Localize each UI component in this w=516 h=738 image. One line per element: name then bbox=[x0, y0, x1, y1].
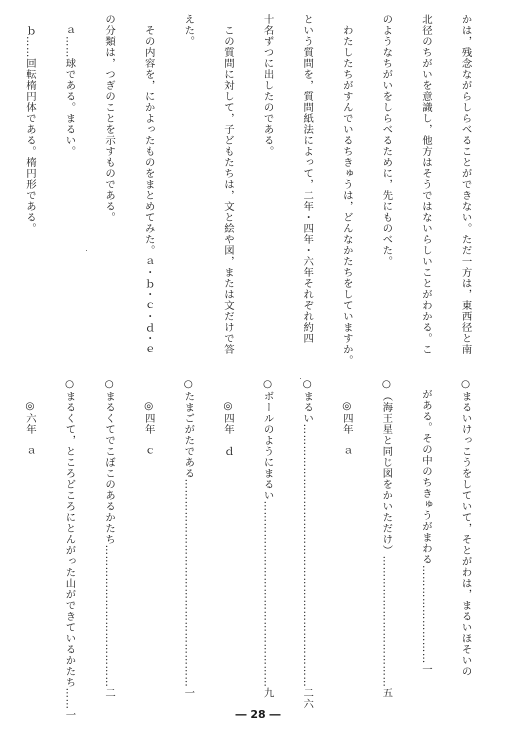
tally-row: ○まるくて，ところどころにとんがった山ができているかたち……一 bbox=[63, 378, 76, 721]
tally-row: がある。その中のちきゅうがまわる………………………一 bbox=[419, 378, 432, 675]
tally-row: ○まるいけっこうをしていて，そとがわは，まるいほそいの bbox=[459, 378, 472, 677]
tally-row: ○（海王星と同じ図をかいただけ）………………………………五 bbox=[380, 378, 393, 699]
grade-heading: ◎四年 ｃ bbox=[142, 378, 155, 457]
upper-text-block bbox=[0, 14, 498, 366]
page-number: ― 28 ― bbox=[235, 708, 281, 721]
text-column: かは，残念ながらしらべることができない。ただ一方は，東西径と南 bbox=[459, 14, 472, 355]
category-definition-b: ｂ……回転楕円体である。楕円形である。 bbox=[23, 14, 36, 234]
print-speck bbox=[86, 250, 87, 251]
text-column: えた。 bbox=[182, 14, 195, 47]
text-column: この質問に対して，子どもたちは，文と絵や図，または文だけで答 bbox=[221, 14, 234, 355]
tally-row: ○まるい………………………………………………………………二六 bbox=[301, 378, 314, 710]
tally-row: ○まるくてでこぼこのあるかたち…………………………………二 bbox=[103, 378, 116, 699]
text-column: わたしたちがすんでいるちきゅうは，どんなかたちをしていますか。 bbox=[340, 14, 353, 366]
category-definition-a: ａ……球である。まるい。 bbox=[63, 14, 76, 157]
text-column: 北径のちがいを意識し，他方はそうではないらしいことがわかる。こ bbox=[419, 14, 432, 355]
text-column: という質問を，質問紙法によって，二年・四年・六年それぞれ約四 bbox=[301, 14, 314, 344]
text-column: のようなちがいをしらべるために，先にものべた。 bbox=[380, 14, 393, 267]
grade-heading: ◎四年 ａ bbox=[340, 378, 353, 457]
tally-row: ○たまごがたである…………………………………………………一 bbox=[182, 378, 195, 699]
tally-row: ○ボールのようにまるい……………………………………………九 bbox=[261, 378, 274, 699]
text-column: 十名ずつに出したのである。 bbox=[261, 14, 274, 157]
grade-heading: ◎六年 ａ bbox=[23, 378, 36, 457]
text-column: の分類は，つぎのことを示すものである。 bbox=[103, 14, 116, 223]
text-column: その内容を，にかよったものをまとめてみた。ａ・ｂ・ｃ・ｄ・ｅ bbox=[142, 14, 155, 355]
print-speck bbox=[300, 378, 301, 379]
grade-heading: ◎四年 ｄ bbox=[221, 378, 234, 457]
